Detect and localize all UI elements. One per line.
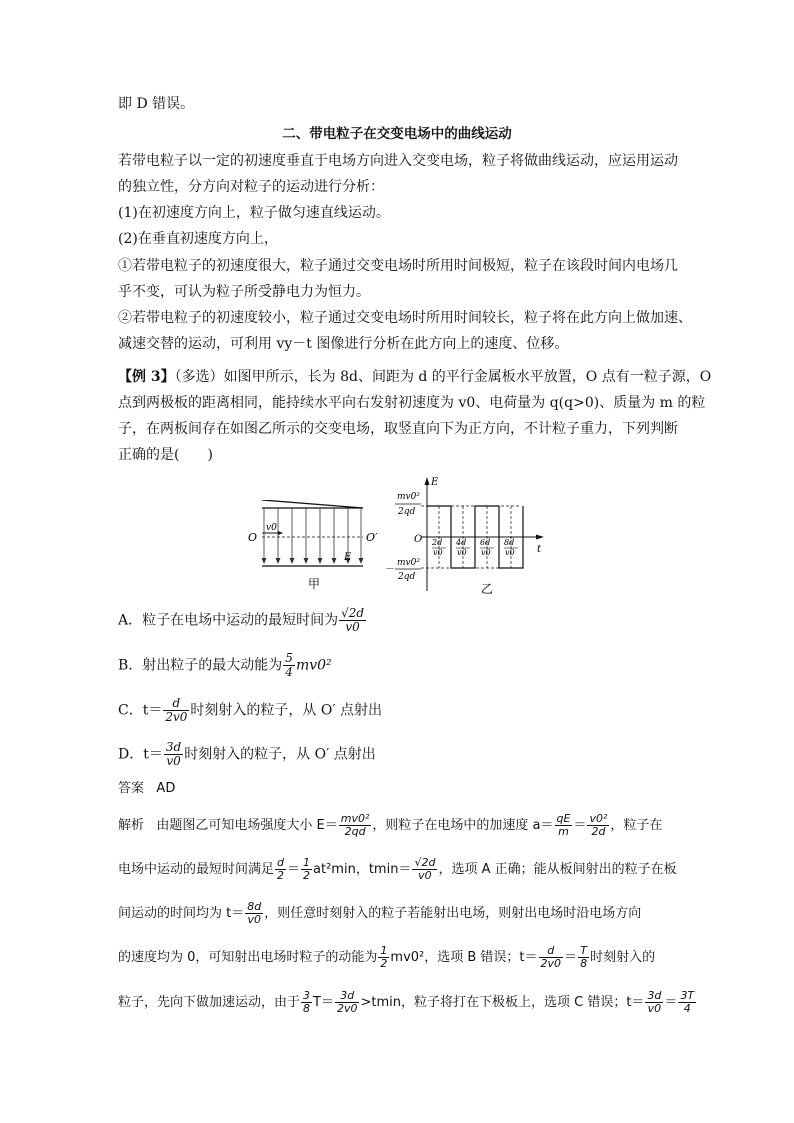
frac-num: 3d <box>165 740 182 754</box>
frac-den: 8 <box>580 957 588 970</box>
bottom-value-den: 2qd <box>398 572 416 582</box>
frac-num: d <box>163 697 189 711</box>
body-line: 减速交替的运动，可利用 vy－t 图像进行分析在此方向上的速度、位移。 <box>118 336 569 352</box>
option-a-fraction <box>339 607 366 634</box>
fraction <box>245 901 263 926</box>
option-d-suffix: 时刻射入的粒子，从 O′ 点射出 <box>184 746 376 763</box>
frac-den: 4 <box>683 1002 691 1015</box>
bottom-value-sign: － <box>385 564 395 575</box>
caption-yi: 乙 <box>481 582 494 596</box>
analysis-text: 间运动的时间均为 t＝ <box>118 906 245 921</box>
option-c <box>118 697 382 724</box>
option-d-fraction <box>164 741 183 768</box>
frac-num: 1 <box>380 944 388 957</box>
fraction <box>275 857 286 882</box>
analysis-text: T＝ <box>313 995 334 1010</box>
bottom-value-num: mv0² <box>397 558 420 568</box>
option-a-text: A．粒子在电场中运动的最短时间为 <box>118 612 339 629</box>
option-c-fraction <box>163 697 189 724</box>
analysis-text: ，粒子在 <box>610 818 663 833</box>
frac-num: 1 <box>303 856 311 869</box>
top-plate <box>262 500 363 508</box>
frac-den: 2qd <box>344 825 366 838</box>
frac-den: v0 <box>166 754 181 768</box>
frac-den: v0 <box>247 913 261 926</box>
option-c-text: C．t＝ <box>118 702 163 719</box>
analysis-line-4 <box>118 945 655 970</box>
analysis-text: 粒子，先向下做加速运动，由于 <box>118 995 301 1010</box>
example-line: 正确的是( ) <box>118 447 213 463</box>
analysis-text: 的速度均为 0，可知射出电场时粒子的动能为 <box>118 950 378 965</box>
example-line: 点到两极板的距离相同，能持续水平向右发射初速度为 v0、电荷量为 q(q>0)、质量为 m 的粒 <box>118 395 706 411</box>
t-axis-arrow <box>536 535 544 540</box>
figure-yi <box>355 473 555 598</box>
velocity-arrowhead <box>278 531 283 535</box>
body-line: ②若带电粒子的初速度较小，粒子通过交变电场时所用时间较长，粒子将在此方向上做加速、 <box>118 310 692 326</box>
v0-label: v0 <box>266 523 277 533</box>
top-value-num: mv0² <box>397 492 420 502</box>
analysis-text: mv0²，选项 B 错误；t＝ <box>390 950 538 965</box>
frac-num: d <box>275 857 286 870</box>
fraction <box>539 945 564 970</box>
fraction <box>645 990 663 1015</box>
frac-num: mv0² <box>340 812 370 825</box>
frac-den: v0 <box>345 620 360 634</box>
top-value-den: 2qd <box>398 507 416 517</box>
analysis-text: 电场中运动的最短时间满足 <box>118 862 275 877</box>
fraction <box>301 857 312 882</box>
frac-den: 2v0 <box>540 957 562 970</box>
e-axis-label: E <box>431 477 439 488</box>
fraction <box>335 990 360 1015</box>
intro-line: 即 D 错误。 <box>118 96 195 112</box>
body-line: (2)在垂直初速度方向上， <box>118 231 278 247</box>
analysis-text: >tmin，粒子将打在下极板上，选项 C 错误；t＝ <box>360 995 645 1010</box>
origin-label: O <box>414 534 423 545</box>
frac-den: v0 <box>418 869 432 882</box>
frac-num: d <box>539 945 564 958</box>
e-axis-arrow <box>425 477 430 485</box>
answer-label: 答案 <box>118 781 145 796</box>
tick-num: 6d <box>480 538 491 547</box>
frac-num: 3T <box>680 989 695 1002</box>
frac-num: 3 <box>303 989 311 1002</box>
analysis-line-1 <box>118 813 662 838</box>
option-b-suffix: mv0² <box>295 657 332 674</box>
analysis-line-2 <box>118 857 677 882</box>
answer-line <box>118 779 175 799</box>
t-axis-label: t <box>537 544 542 555</box>
section-title: 二、带电粒子在交变电场中的曲线运动 <box>282 126 512 142</box>
example-text: （多选）如图甲所示，长为 8d、间距为 d 的平行金属板水平放置，O 点有一粒子源，O <box>174 369 712 385</box>
tick-den: v0 <box>481 548 491 557</box>
example-tag: 【例 3】 <box>118 369 175 385</box>
option-c-suffix: 时刻射入的粒子，从 O′ 点射出 <box>190 702 382 719</box>
frac-num: 8d <box>247 900 262 913</box>
example-line-1 <box>118 367 711 387</box>
frac-den: 4 <box>285 665 293 679</box>
answer-value: AD <box>156 781 176 796</box>
frac-num: qE <box>556 812 571 825</box>
frac-den: 8 <box>303 1002 311 1015</box>
frac-den: v0 <box>647 1002 662 1015</box>
fraction <box>578 945 589 970</box>
analysis-line-3 <box>118 901 641 926</box>
tick-den: v0 <box>505 548 515 557</box>
fraction <box>412 857 437 882</box>
analysis-line-5 <box>118 990 697 1015</box>
example-line: 子，在两板间存在如图乙所示的交变电场，取竖直向下为正方向，不计粒子重力，下列判断 <box>118 421 678 437</box>
tick-den: v0 <box>433 548 443 557</box>
body-line: (1)在初速度方向上，粒子做匀速直线运动。 <box>118 205 390 221</box>
e-label: E <box>344 552 352 563</box>
frac-den: 2v0 <box>165 710 188 724</box>
fraction <box>339 813 372 838</box>
o-prime-label: O′ <box>366 531 378 544</box>
body-line: 乎不变，可认为粒子所受静电力为恒力。 <box>118 284 370 300</box>
frac-num: 3d <box>647 989 662 1002</box>
caption-jia: 甲 <box>308 577 321 591</box>
tick-num: 4d <box>456 538 467 547</box>
analysis-text: ＝ <box>287 862 301 877</box>
frac-den: 2 <box>380 957 388 970</box>
analysis-text: 由题图乙可知电场强度大小 E＝ <box>156 818 338 833</box>
fraction <box>378 945 389 970</box>
frac-den: 2v0 <box>336 1002 358 1015</box>
o-label: O <box>248 531 258 544</box>
fraction <box>678 990 696 1015</box>
option-b-fraction <box>283 652 295 679</box>
analysis-text: ＝ <box>573 818 587 833</box>
frac-den: 2 <box>303 869 311 882</box>
frac-num: √2d <box>414 856 436 869</box>
tick-num: 2d <box>432 538 443 547</box>
fraction <box>555 813 573 838</box>
frac-num: √2d <box>341 606 365 620</box>
frac-den: 2d <box>591 825 606 838</box>
option-b-text: B．射出粒子的最大动能为 <box>118 657 283 674</box>
analysis-label: 解析 <box>118 818 145 833</box>
body-line: 若带电粒子以一定的初速度垂直于电场方向进入交变电场，粒子将做曲线运动，应运用运动 <box>118 153 678 169</box>
body-line: ①若带电粒子的初速度很大，粒子通过交变电场时所用时间极短，粒子在该段时间内电场几 <box>118 258 678 274</box>
frac-num: v0² <box>589 812 608 825</box>
fraction <box>301 990 312 1015</box>
analysis-text: ＝ <box>664 995 678 1010</box>
analysis-text: ，选项 A 正确；能从板间射出的粒子在板 <box>438 862 677 877</box>
option-b <box>118 652 332 679</box>
frac-num: 3d <box>335 990 360 1003</box>
body-line: 的独立性，分方向对粒子的运动进行分析： <box>118 179 384 195</box>
tick-den: v0 <box>457 548 467 557</box>
analysis-text: ＝ <box>564 950 578 965</box>
analysis-text: ，则粒子在电场中的加速度 a＝ <box>372 818 554 833</box>
frac-den: m <box>558 825 569 838</box>
fraction <box>587 813 609 838</box>
frac-den: 2 <box>277 869 285 882</box>
frac-num: T <box>578 945 589 958</box>
option-a <box>118 607 367 634</box>
option-d <box>118 741 376 768</box>
frac-num: 5 <box>285 651 293 665</box>
tick-num: 8d <box>504 538 515 547</box>
analysis-text: at²min，tmin＝ <box>313 862 412 877</box>
option-d-text: D．t＝ <box>118 746 163 763</box>
analysis-text: ，则任意时刻射入的粒子若能射出电场，则射出电场时沿电场方向 <box>264 906 642 921</box>
analysis-text: 时刻射入的 <box>590 950 656 965</box>
